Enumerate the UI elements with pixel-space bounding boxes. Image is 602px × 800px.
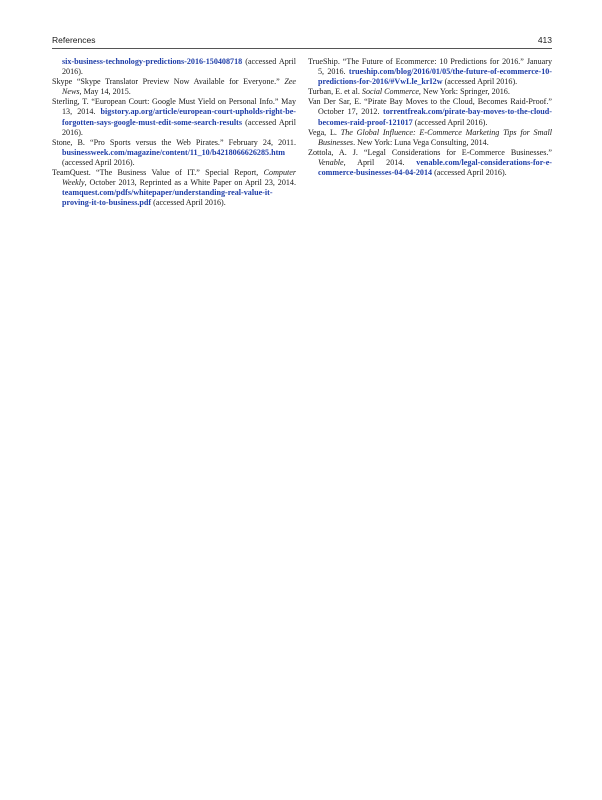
reference-entry: [52, 57, 296, 77]
reference-text: , April 2014.: [343, 157, 417, 167]
reference-link[interactable]: venable.com/legal-considerations-for-e-commerce-businesses-04-04-2014: [318, 157, 552, 178]
reference-text: , October 2013, Reprinted as a White Paper on April 23, 2014.: [84, 178, 296, 188]
header-rule: [52, 48, 552, 49]
reference-text: . New York: Luna Vega Consulting, 2014.: [353, 137, 489, 147]
reference-entry: [308, 148, 552, 178]
reference-entry: [308, 57, 552, 87]
reference-text: Turban, E. et al.: [308, 87, 362, 97]
reference-text: , New York: Springer, 2016.: [418, 87, 510, 97]
reference-text: (accessed April 2016).: [432, 168, 507, 178]
reference-source: The Global Influence: E-Commerce Marketing Tips for Small Businesses: [318, 127, 552, 147]
reference-entry: [52, 97, 296, 137]
reference-link[interactable]: six-business-technology-predictions-2016-150408718: [62, 57, 243, 66]
reference-entry: [308, 97, 552, 127]
reference-text: Van Der Sar, E. “Pirate Bay Moves to the Cloud, Becomes Raid-Proof.” October 17, 2012.: [308, 97, 552, 117]
reference-text: Vega, L.: [308, 127, 341, 137]
reference-source: Zee News: [62, 77, 296, 97]
reference-entry: [52, 138, 296, 168]
page-number: 413: [537, 35, 552, 45]
reference-text: (accessed April 2016).: [62, 117, 296, 137]
reference-text: Zottola, A. J. “Legal Considerations for E-Commerce Businesses.”: [308, 147, 552, 157]
reference-text: Stone, B. “Pro Sports versus the Web Pirates.” February 24, 2011.: [52, 137, 296, 147]
reference-entry: [308, 87, 552, 97]
reference-text: (accessed April 2016).: [442, 77, 518, 87]
reference-text: (accessed April 2016).: [412, 117, 488, 127]
running-title: References: [52, 35, 96, 45]
reference-entry: [52, 168, 296, 208]
reference-entry: [52, 77, 296, 97]
reference-link[interactable]: teamquest.com/pdfs/whitepaper/understanding-real-value-it-proving-it-to-business.pdf: [62, 188, 273, 208]
reference-text: TrueShip. “The Future of Ecommerce: 10 Predictions for 2016.” January 5, 2016.: [308, 57, 552, 77]
reference-text: , May 14, 2015.: [79, 87, 131, 97]
reference-link[interactable]: businessweek.com/magazine/content/11_10/b4218066626285.htm: [62, 147, 286, 157]
reference-link[interactable]: bigstory.ap.org/article/european-court-upholds-right-be-forgotten-says-google-must-edit-some-search-results: [62, 107, 296, 127]
reference-text: TeamQuest. “The Business Value of IT.” Special Report,: [52, 168, 264, 178]
reference-link[interactable]: torrentfreak.com/pirate-bay-moves-to-the-cloud-becomes-raid-proof-121017: [318, 107, 552, 127]
reference-text: (accessed April 2016).: [62, 57, 296, 77]
reference-source: Computer Weekly: [62, 168, 296, 188]
references-right-column: [308, 57, 552, 178]
reference-text: Sterling, T. “European Court: Google Must Yield on Personal Info.” May 13, 2014.: [52, 97, 296, 117]
reference-link[interactable]: trueship.com/blog/2016/01/05/the-future-of-ecommerce-10-predictions-for-2016/#VwLle_krI2w: [318, 67, 552, 87]
references-left-column: [52, 57, 296, 208]
reference-source: Social Commerce: [361, 87, 419, 97]
reference-text: (accessed April 2016).: [151, 198, 226, 208]
reference-source: Venable: [318, 157, 344, 167]
reference-entry: [308, 128, 552, 148]
running-header: [52, 35, 552, 49]
reference-text: (accessed April 2016).: [62, 157, 135, 167]
reference-text: Skype “Skype Translator Preview Now Available for Everyone.”: [52, 77, 285, 87]
